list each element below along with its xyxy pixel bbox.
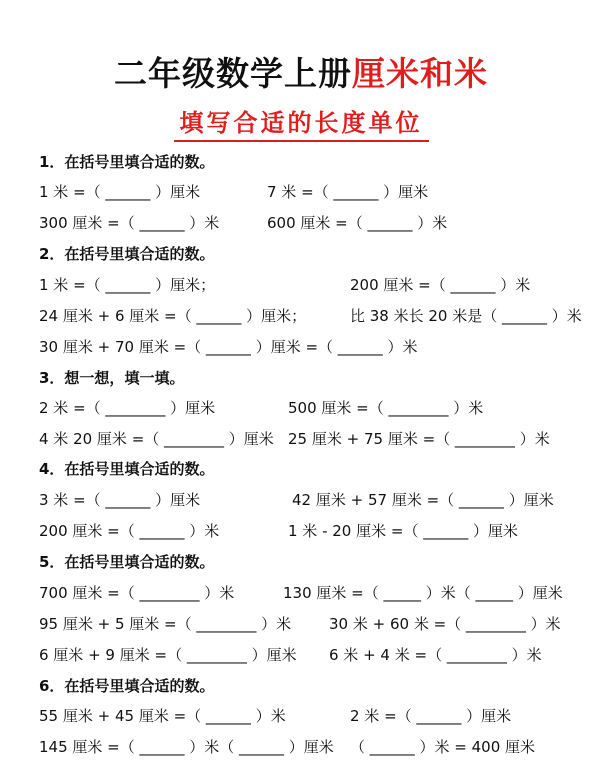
section-5-row-1-left: 700 厘米 =（ ________ ）米 [39, 584, 235, 602]
section-1-row-2-right: 600 厘米 =（ ______ ）米 [267, 214, 448, 232]
section-4-row-2-left: 200 厘米 =（ ______ ）米 [39, 522, 220, 540]
title-red: 厘米和米 [352, 54, 488, 93]
section-1-heading: 1．在括号里填合适的数。 [39, 153, 215, 171]
section-4-row-1-left: 3 米 =（ ______ ）厘米 [39, 491, 201, 509]
section-5-row-3-left: 6 厘米 + 9 厘米 =（ ________ ）厘米 [39, 646, 297, 664]
section-2-row-3: 30 厘米 + 70 厘米 =（ ______ ）厘米 =（ ______ ）米 [39, 338, 418, 356]
section-1-row-2-left: 300 厘米 =（ ______ ）米 [39, 214, 220, 232]
section-3-heading: 3．想一想，填一填。 [39, 369, 185, 387]
section-1-row-1-left: 1 米 =（ ______ ）厘米 [39, 183, 201, 201]
section-5-row-2-right: 30 米 + 60 米 =（ ________ ）米 [329, 615, 561, 633]
section-5-row-2-left: 95 厘米 + 5 厘米 =（ ________ ）米 [39, 615, 292, 633]
section-2-row-2-right: 比 38 米长 20 米是（ ______ ）米 [350, 307, 582, 325]
section-6-row-2-left: 145 厘米 =（ ______ ）米（ ______ ）厘米 [39, 738, 334, 756]
section-3-row-2-right: 25 厘米 + 75 厘米 =（ ________ ）米 [288, 430, 550, 448]
section-3-row-1-left: 2 米 =（ ________ ）厘米 [39, 399, 216, 417]
section-3-row-2-left: 4 米 20 厘米 =（ ________ ）厘米 [39, 430, 274, 448]
subtitle-text: 填写合适的长度单位 [174, 103, 429, 142]
section-4-row-2-right: 1 米 - 20 厘米 =（ ______ ）厘米 [288, 522, 518, 540]
section-4-heading: 4．在括号里填合适的数。 [39, 460, 215, 478]
section-3-row-1-right: 500 厘米 =（ ________ ）米 [288, 399, 484, 417]
page-title [0, 48, 602, 95]
section-4-row-1-right: 42 厘米 + 57 厘米 =（ ______ ）厘米 [292, 491, 554, 509]
section-2-row-2-left: 24 厘米 + 6 厘米 =（ ______ ）厘米； [39, 307, 307, 325]
section-6-row-1-right: 2 米 =（ ______ ）厘米 [350, 707, 512, 725]
section-5-row-1-right: 130 厘米 =（ _____ ）米（ _____ ）厘米 [283, 584, 563, 602]
section-6-heading: 6．在括号里填合适的数。 [39, 677, 215, 695]
section-1-row-1-right: 7 米 =（ ______ ）厘米 [267, 183, 429, 201]
section-5-heading: 5．在括号里填合适的数。 [39, 553, 215, 571]
title-black: 二年级数学上册 [114, 54, 352, 93]
page-subtitle [0, 103, 602, 142]
section-2-row-1-left: 1 米 =（ ______ ）厘米； [39, 276, 216, 294]
section-5-row-3-right: 6 米 + 4 米 =（ ________ ）米 [329, 646, 542, 664]
section-6-row-1-left: 55 厘米 + 45 厘米 =（ ______ ）米 [39, 707, 286, 725]
section-2-row-1-right: 200 厘米 =（ ______ ）米 [350, 276, 531, 294]
section-6-row-2-right: （ ______ ）米 = 400 厘米 [350, 738, 536, 756]
section-2-heading: 2．在括号里填合适的数。 [39, 245, 215, 263]
